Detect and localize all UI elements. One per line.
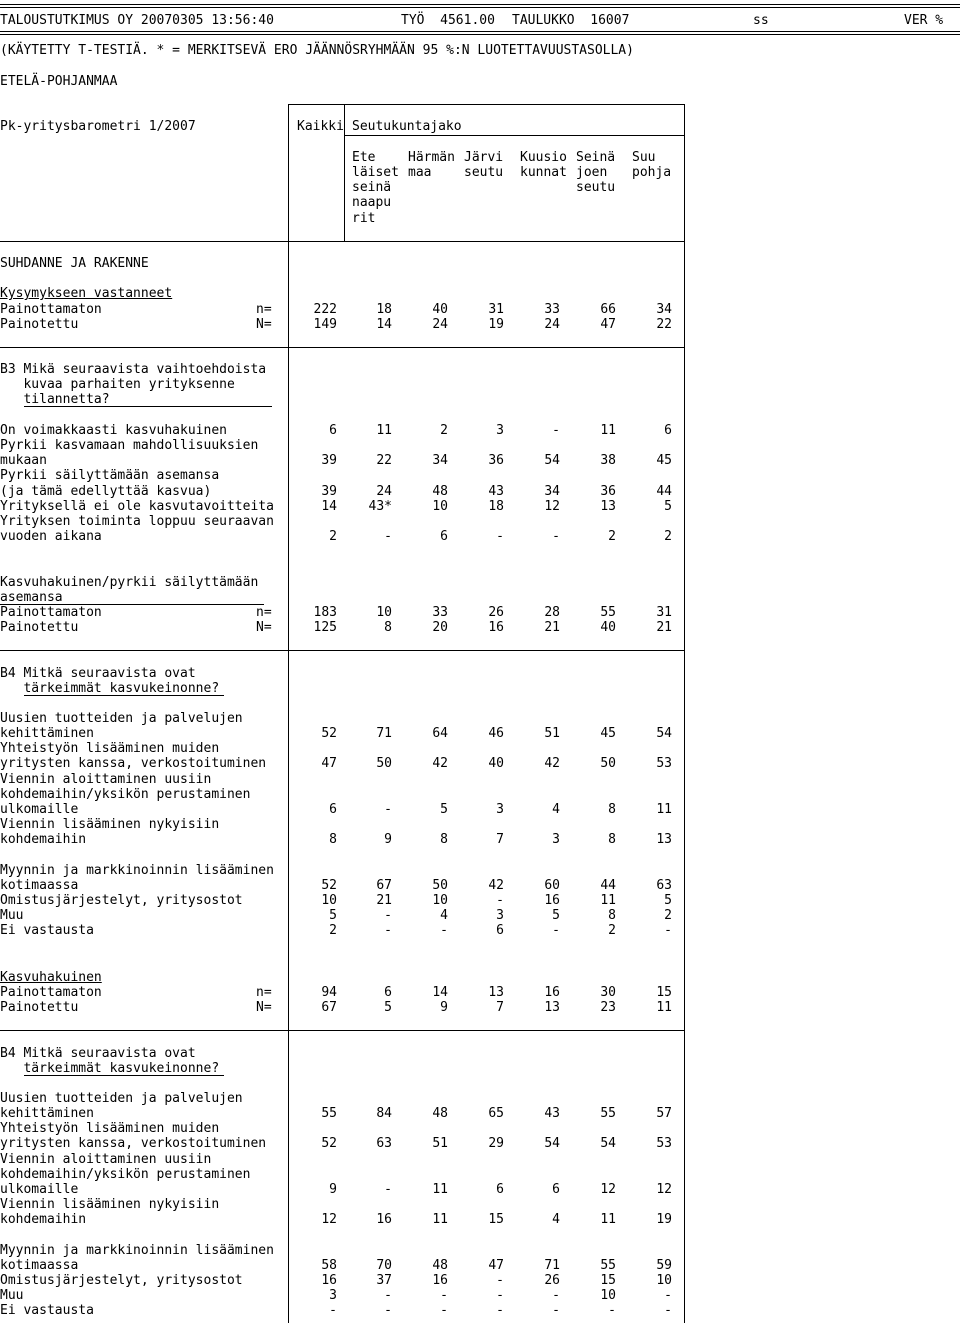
answer-row-value: 3 bbox=[329, 1287, 337, 1303]
answer-label: Viennin aloittaminen uusiin bbox=[0, 1151, 212, 1167]
answer-row-value: 42 bbox=[544, 756, 560, 772]
answer-row-value: 6 bbox=[496, 1181, 504, 1197]
answer-row-value: 48 bbox=[432, 1106, 448, 1122]
column-header-label: läiset bbox=[352, 165, 399, 181]
base-row-value: 26 bbox=[488, 605, 504, 620]
base-row-value: 31 bbox=[656, 605, 672, 620]
answer-row-value: - bbox=[496, 892, 504, 908]
double-rule-top bbox=[0, 3, 960, 9]
answer-row-value: 6 bbox=[329, 423, 337, 438]
answer-row-value: 55 bbox=[600, 1257, 616, 1273]
answer-row-value: 45 bbox=[600, 726, 616, 742]
answer-row-value: 2 bbox=[329, 529, 337, 545]
answer-row-value: - bbox=[440, 1287, 448, 1303]
answer-row-value: 43 bbox=[488, 483, 504, 499]
base-row-tag: N= bbox=[256, 317, 272, 333]
base-row-tag: n= bbox=[256, 985, 272, 1000]
answer-row-value: 5 bbox=[329, 907, 337, 923]
answer-row-value: 50 bbox=[600, 756, 616, 772]
base-row-value: 222 bbox=[313, 302, 337, 317]
question-text: tilannetta? bbox=[0, 392, 110, 407]
answer-row-value: 42 bbox=[488, 877, 504, 893]
base-row-value: 55 bbox=[600, 605, 616, 620]
answer-label: Yrityksen toiminta loppuu seuraavan bbox=[0, 513, 274, 529]
answer-row-value: 12 bbox=[544, 498, 560, 514]
answer-row-value: 22 bbox=[376, 453, 392, 469]
double-rule-bottom bbox=[0, 30, 960, 36]
base-row-value: 30 bbox=[600, 985, 616, 1000]
answer-row-value: 3 bbox=[552, 832, 560, 848]
answer-row-value: 60 bbox=[544, 877, 560, 893]
answer-row-value: - bbox=[384, 1287, 392, 1303]
base-title: Kasvuhakuinen/pyrkii säilyttämään bbox=[0, 575, 259, 590]
answer-row-value: 6 bbox=[664, 423, 672, 438]
answer-row-value: - bbox=[496, 529, 504, 545]
base-row-value: 67 bbox=[321, 1000, 337, 1016]
answer-row-value: 54 bbox=[600, 1136, 616, 1152]
answer-row-value: - bbox=[384, 923, 392, 939]
answer-label: Ei vastausta bbox=[0, 923, 94, 939]
base-row-value: 14 bbox=[376, 317, 392, 333]
answer-row-value: 11 bbox=[600, 423, 616, 438]
report-taulukko: TAULUKKO 16007 bbox=[512, 13, 630, 28]
answer-row-value: 37 bbox=[376, 1272, 392, 1288]
base-row-value: 21 bbox=[544, 620, 560, 636]
base-row-label: Painottamaton bbox=[0, 985, 102, 1000]
base-row-value: 40 bbox=[600, 620, 616, 636]
answer-row-value: 54 bbox=[544, 453, 560, 469]
answer-row-value: 71 bbox=[544, 1257, 560, 1273]
answer-label: Myynnin ja markkinoinnin lisääminen bbox=[0, 1242, 274, 1258]
answer-row-value: 2 bbox=[329, 923, 337, 939]
answer-row-value: - bbox=[552, 423, 560, 438]
answer-row-value: 19 bbox=[656, 1212, 672, 1228]
answer-row-value: 65 bbox=[488, 1106, 504, 1122]
base-row-value: 28 bbox=[544, 605, 560, 620]
report-ver: VER % bbox=[904, 13, 944, 28]
answer-row-value: 43 bbox=[544, 1106, 560, 1122]
answer-row-value: 34 bbox=[432, 453, 448, 469]
question-text: B3 Mikä seuraavista vaihtoehdoista bbox=[0, 362, 267, 377]
answer-row-value: 63 bbox=[376, 1136, 392, 1152]
answer-row-value: 16 bbox=[544, 892, 560, 908]
answer-row-value: 58 bbox=[321, 1257, 337, 1273]
answer-row-value: 48 bbox=[432, 1257, 448, 1273]
base-row-label: Painotettu bbox=[0, 1000, 79, 1016]
answer-row-value: 47 bbox=[488, 1257, 504, 1273]
base-row-label: Painotettu bbox=[0, 317, 79, 333]
answer-label: vuoden aikana bbox=[0, 529, 102, 545]
answer-row-value: 11 bbox=[376, 423, 392, 438]
base-row-value: 13 bbox=[544, 1000, 560, 1016]
answer-label: Viennin aloittaminen uusiin bbox=[0, 771, 212, 787]
base-row-value: 14 bbox=[432, 985, 448, 1000]
base-row-tag: N= bbox=[256, 620, 272, 636]
base-row-value: 19 bbox=[488, 317, 504, 333]
answer-row-value: - bbox=[329, 1303, 337, 1319]
answer-row-value: 43* bbox=[368, 498, 392, 514]
answer-row-value: 8 bbox=[608, 907, 616, 923]
answer-row-value: 52 bbox=[321, 726, 337, 742]
answer-row-value: 15 bbox=[600, 1272, 616, 1288]
base-row-value: 40 bbox=[432, 302, 448, 317]
answer-row-value: 9 bbox=[384, 832, 392, 848]
answer-label: Uusien tuotteiden ja palvelujen bbox=[0, 1091, 243, 1106]
answer-label: kohdemaihin bbox=[0, 832, 87, 848]
answer-row-value: 11 bbox=[432, 1212, 448, 1228]
answer-row-value: 67 bbox=[376, 877, 392, 893]
answer-row-value: - bbox=[552, 1303, 560, 1319]
answer-row-value: 39 bbox=[321, 453, 337, 469]
base-row-value: 10 bbox=[376, 605, 392, 620]
section-rule bbox=[0, 1030, 684, 1031]
answer-label: kehittäminen bbox=[0, 726, 94, 742]
question-text: tärkeimmät kasvukeinonne? bbox=[0, 1061, 220, 1077]
answer-label: Yhteistyön lisääminen muiden bbox=[0, 741, 220, 757]
column-header-label: joen bbox=[576, 165, 608, 181]
answer-row-value: 52 bbox=[321, 877, 337, 893]
answer-row-value: - bbox=[552, 1287, 560, 1303]
answer-label: Muu bbox=[0, 1287, 24, 1303]
answer-row-value: 3 bbox=[496, 907, 504, 923]
answer-label: Yhteistyön lisääminen muiden bbox=[0, 1121, 220, 1137]
column-header-label: seutu bbox=[464, 165, 504, 181]
answer-row-value: - bbox=[608, 1303, 616, 1319]
answer-label: ulkomaille bbox=[0, 1181, 79, 1197]
answer-row-value: - bbox=[664, 1287, 672, 1303]
region-title: ETELÄ-POHJANMAA bbox=[0, 74, 118, 89]
base-title: Kysymykseen vastanneet bbox=[0, 286, 173, 301]
answer-row-value: - bbox=[496, 1287, 504, 1303]
group-rule bbox=[344, 135, 684, 136]
base-row-value: 66 bbox=[600, 302, 616, 317]
answer-label: kohdemaihin/yksikön perustaminen bbox=[0, 1166, 251, 1182]
answer-row-value: 50 bbox=[376, 756, 392, 772]
section-rule bbox=[0, 347, 684, 348]
table-top-rule bbox=[288, 104, 684, 105]
column-header-label: pohja bbox=[632, 165, 672, 181]
answer-row-value: 16 bbox=[432, 1272, 448, 1288]
answer-row-value: 54 bbox=[544, 1136, 560, 1152]
answer-row-value: 8 bbox=[608, 801, 616, 817]
col-seutukuntajako: Seutukuntajako bbox=[352, 119, 462, 134]
answer-label: Yrityksellä ei ole kasvutavoitteita bbox=[0, 498, 274, 514]
answer-row-value: 54 bbox=[656, 726, 672, 742]
base-row-value: 23 bbox=[600, 1000, 616, 1016]
answer-row-value: 9 bbox=[329, 1181, 337, 1197]
answer-row-value: 47 bbox=[321, 756, 337, 772]
answer-row-value: - bbox=[664, 923, 672, 939]
base-row-value: 16 bbox=[544, 985, 560, 1000]
base-row-value: 16 bbox=[488, 620, 504, 636]
answer-row-value: 12 bbox=[600, 1181, 616, 1197]
answer-label: Muu bbox=[0, 907, 24, 923]
answer-row-value: - bbox=[496, 1272, 504, 1288]
base-row-label: Painottamaton bbox=[0, 605, 102, 620]
question-text: B4 Mitkä seuraavista ovat bbox=[0, 1046, 196, 1061]
answer-row-value: 10 bbox=[321, 892, 337, 908]
column-header-label: Suu bbox=[632, 150, 656, 165]
answer-label: Pyrkii säilyttämään asemansa bbox=[0, 468, 220, 484]
answer-row-value: 13 bbox=[656, 832, 672, 848]
answer-row-value: 29 bbox=[488, 1136, 504, 1152]
base-row-value: 15 bbox=[656, 985, 672, 1000]
answer-row-value: 38 bbox=[600, 453, 616, 469]
answer-row-value: - bbox=[552, 529, 560, 545]
answer-label: Myynnin ja markkinoinnin lisääminen bbox=[0, 862, 274, 878]
answer-row-value: 48 bbox=[432, 483, 448, 499]
answer-row-value: 11 bbox=[600, 892, 616, 908]
answer-row-value: 53 bbox=[656, 756, 672, 772]
answer-row-value: 5 bbox=[440, 801, 448, 817]
answer-row-value: 36 bbox=[488, 453, 504, 469]
answer-row-value: 8 bbox=[608, 832, 616, 848]
answer-row-value: 42 bbox=[432, 756, 448, 772]
answer-row-value: 5 bbox=[664, 498, 672, 514]
base-row-value: 9 bbox=[440, 1000, 448, 1016]
answer-row-value: 57 bbox=[656, 1106, 672, 1122]
question-text: kuvaa parhaiten yrityksenne bbox=[0, 377, 235, 392]
base-row-label: Painottamaton bbox=[0, 302, 102, 317]
answer-row-value: - bbox=[552, 923, 560, 939]
answer-row-value: 34 bbox=[544, 483, 560, 499]
vertical-rule-right bbox=[684, 104, 685, 1323]
column-header-label: seinä bbox=[352, 180, 392, 196]
base-row-value: 33 bbox=[432, 605, 448, 620]
answer-label: kohdemaihin bbox=[0, 1212, 87, 1228]
base-row-value: 11 bbox=[656, 1000, 672, 1016]
answer-row-value: 12 bbox=[321, 1212, 337, 1228]
answer-row-value: 6 bbox=[440, 529, 448, 545]
answer-row-value: 44 bbox=[600, 877, 616, 893]
answer-row-value: 4 bbox=[552, 1212, 560, 1228]
column-header-label: seutu bbox=[576, 180, 616, 196]
report-org: TALOUSTUTKIMUS OY 20070305 13:56:40 bbox=[0, 13, 274, 28]
answer-row-value: 6 bbox=[496, 923, 504, 939]
base-row-value: 24 bbox=[544, 317, 560, 333]
answer-row-value: - bbox=[384, 1181, 392, 1197]
answer-row-value: 44 bbox=[656, 483, 672, 499]
survey-title: Pk-yritysbarometri 1/2007 bbox=[0, 119, 196, 134]
answer-row-value: 55 bbox=[321, 1106, 337, 1122]
base-title: asemansa bbox=[0, 590, 63, 605]
answer-row-value: 2 bbox=[608, 923, 616, 939]
answer-row-value: 16 bbox=[376, 1212, 392, 1228]
answer-label: Omistusjärjestelyt, yritysostot bbox=[0, 892, 243, 908]
column-header-label: Ete bbox=[352, 150, 376, 165]
section-title: SUHDANNE JA RAKENNE bbox=[0, 256, 149, 271]
report-ss: ss bbox=[753, 13, 769, 28]
answer-row-value: 5 bbox=[552, 907, 560, 923]
answer-row-value: - bbox=[440, 923, 448, 939]
column-header-label: maa bbox=[408, 165, 432, 181]
base-row-value: 34 bbox=[656, 302, 672, 317]
answer-label: On voimakkaasti kasvuhakuinen bbox=[0, 423, 227, 438]
answer-row-value: 40 bbox=[488, 756, 504, 772]
answer-row-value: - bbox=[664, 1303, 672, 1319]
answer-row-value: 15 bbox=[488, 1212, 504, 1228]
base-row-value: 183 bbox=[313, 605, 337, 620]
answer-label: kotimaassa bbox=[0, 1257, 79, 1273]
column-header-label: Järvi bbox=[464, 150, 504, 165]
answer-row-value: 13 bbox=[600, 498, 616, 514]
answer-row-value: 12 bbox=[656, 1181, 672, 1197]
answer-row-value: 2 bbox=[608, 529, 616, 545]
base-row-value: 6 bbox=[384, 985, 392, 1000]
answer-row-value: - bbox=[384, 907, 392, 923]
answer-label: ulkomaille bbox=[0, 801, 79, 817]
header-bottom-rule bbox=[0, 241, 684, 242]
answer-row-value: 52 bbox=[321, 1136, 337, 1152]
base-row-tag: n= bbox=[256, 302, 272, 317]
answer-row-value: - bbox=[384, 529, 392, 545]
base-row-value: 5 bbox=[384, 1000, 392, 1016]
column-header-label: Härmän bbox=[408, 150, 455, 165]
answer-label: yritysten kanssa, verkostoituminen bbox=[0, 756, 267, 772]
answer-row-value: - bbox=[384, 801, 392, 817]
answer-row-value: 46 bbox=[488, 726, 504, 742]
base-row-value: 125 bbox=[313, 620, 337, 636]
question-underline bbox=[24, 406, 272, 407]
answer-label: Ei vastausta bbox=[0, 1303, 94, 1319]
answer-row-value: 10 bbox=[432, 892, 448, 908]
question-underline bbox=[24, 695, 224, 696]
answer-row-value: 59 bbox=[656, 1257, 672, 1273]
answer-row-value: 51 bbox=[432, 1136, 448, 1152]
answer-label: (ja tämä edellyttää kasvua) bbox=[0, 483, 212, 499]
answer-row-value: 63 bbox=[656, 877, 672, 893]
base-row-label: Painotettu bbox=[0, 620, 79, 636]
answer-row-value: - bbox=[496, 1303, 504, 1319]
answer-label: kehittäminen bbox=[0, 1106, 94, 1122]
answer-row-value: 7 bbox=[496, 832, 504, 848]
base-row-value: 22 bbox=[656, 317, 672, 333]
answer-row-value: 2 bbox=[664, 907, 672, 923]
question-text: tärkeimmät kasvukeinonne? bbox=[0, 681, 220, 697]
answer-row-value: 39 bbox=[321, 483, 337, 499]
column-header-label: Seinä bbox=[576, 150, 616, 165]
base-row-value: 8 bbox=[384, 620, 392, 636]
answer-row-value: 4 bbox=[440, 907, 448, 923]
column-header-label: Kuusio bbox=[520, 150, 567, 165]
answer-label: Viennin lisääminen nykyisiin bbox=[0, 817, 220, 833]
answer-row-value: 3 bbox=[496, 423, 504, 438]
answer-row-value: 26 bbox=[544, 1272, 560, 1288]
base-row-value: 18 bbox=[376, 302, 392, 317]
base-row-value: 149 bbox=[313, 317, 337, 333]
answer-row-value: 70 bbox=[376, 1257, 392, 1273]
column-header-label: kunnat bbox=[520, 165, 567, 181]
base-row-value: 31 bbox=[488, 302, 504, 317]
answer-row-value: 6 bbox=[329, 801, 337, 817]
column-header-label: naapu bbox=[352, 195, 392, 211]
answer-row-value: 11 bbox=[432, 1181, 448, 1197]
answer-label: Pyrkii kasvamaan mahdollisuuksien bbox=[0, 438, 259, 454]
answer-row-value: 11 bbox=[656, 801, 672, 817]
answer-row-value: 71 bbox=[376, 726, 392, 742]
answer-label: kotimaassa bbox=[0, 877, 79, 893]
answer-label: Omistusjärjestelyt, yritysostot bbox=[0, 1272, 243, 1288]
answer-row-value: - bbox=[384, 1303, 392, 1319]
answer-row-value: 45 bbox=[656, 453, 672, 469]
answer-row-value: 3 bbox=[496, 801, 504, 817]
answer-label: Uusien tuotteiden ja palvelujen bbox=[0, 711, 243, 726]
base-row-tag: n= bbox=[256, 605, 272, 620]
answer-row-value: 4 bbox=[552, 801, 560, 817]
base-row-value: 21 bbox=[656, 620, 672, 636]
col-kaikki: Kaikki bbox=[297, 119, 344, 134]
answer-row-value: 18 bbox=[488, 498, 504, 514]
answer-row-value: 8 bbox=[440, 832, 448, 848]
base-row-value: 47 bbox=[600, 317, 616, 333]
question-underline bbox=[24, 1075, 224, 1076]
answer-row-value: 24 bbox=[376, 483, 392, 499]
answer-row-value: 8 bbox=[329, 832, 337, 848]
base-row-value: 13 bbox=[488, 985, 504, 1000]
answer-row-value: 16 bbox=[321, 1272, 337, 1288]
answer-row-value: 5 bbox=[664, 892, 672, 908]
base-row-value: 20 bbox=[432, 620, 448, 636]
answer-row-value: 55 bbox=[600, 1106, 616, 1122]
answer-row-value: 2 bbox=[440, 423, 448, 438]
answer-row-value: 84 bbox=[376, 1106, 392, 1122]
answer-row-value: 21 bbox=[376, 892, 392, 908]
answer-row-value: 6 bbox=[552, 1181, 560, 1197]
answer-row-value: 36 bbox=[600, 483, 616, 499]
answer-row-value: 10 bbox=[432, 498, 448, 514]
base-row-tag: N= bbox=[256, 1000, 272, 1016]
answer-row-value: 11 bbox=[600, 1212, 616, 1228]
report-note: (KÄYTETTY T-TESTIÄ. * = MERKITSEVÄ ERO JÄÄNNÖSRYHMÄÄN 95 %:N LUOTETTAVUUSTASOLLA) bbox=[0, 43, 634, 58]
answer-label: yritysten kanssa, verkostoituminen bbox=[0, 1136, 267, 1152]
answer-row-value: 51 bbox=[544, 726, 560, 742]
answer-row-value: - bbox=[440, 1303, 448, 1319]
answer-row-value: 64 bbox=[432, 726, 448, 742]
base-row-value: 24 bbox=[432, 317, 448, 333]
answer-row-value: 10 bbox=[600, 1287, 616, 1303]
answer-row-value: 2 bbox=[664, 529, 672, 545]
answer-row-value: 50 bbox=[432, 877, 448, 893]
base-row-value: 7 bbox=[496, 1000, 504, 1016]
base-title: Kasvuhakuinen bbox=[0, 970, 102, 985]
section-rule bbox=[0, 650, 684, 651]
column-header-label: rit bbox=[352, 210, 376, 226]
base-row-value: 94 bbox=[321, 985, 337, 1000]
answer-label: Viennin lisääminen nykyisiin bbox=[0, 1197, 220, 1213]
report-tyo: TYÖ 4561.00 bbox=[401, 13, 495, 28]
vertical-rule-left bbox=[288, 104, 289, 1323]
answer-label: kohdemaihin/yksikön perustaminen bbox=[0, 786, 251, 802]
answer-row-value: 10 bbox=[656, 1272, 672, 1288]
base-row-value: 33 bbox=[544, 302, 560, 317]
answer-label: mukaan bbox=[0, 453, 47, 469]
answer-row-value: 14 bbox=[321, 498, 337, 514]
answer-row-value: 53 bbox=[656, 1136, 672, 1152]
question-text: B4 Mitkä seuraavista ovat bbox=[0, 666, 196, 681]
vertical-rule-mid bbox=[344, 104, 345, 241]
